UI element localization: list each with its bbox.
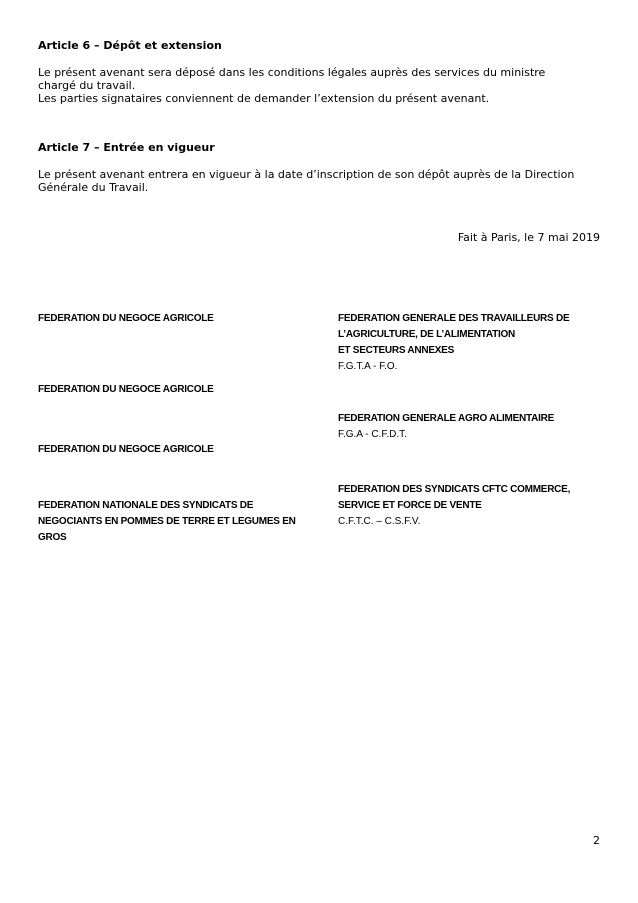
signatory-left-3: [38, 442, 214, 458]
signatory-name-line: FEDERATION DU NEGOCE AGRICOLE: [38, 384, 214, 395]
page-number: 2: [593, 834, 600, 847]
article-6-line-3: Les parties signataires conviennent de demander l’extension du présent avenant.: [38, 92, 490, 105]
signatory-name-line: ET SECTEURS ANNEXES: [338, 345, 455, 356]
article-7-title: Article 7 – Entrée en vigueur: [38, 141, 215, 154]
signatory-abbreviation: F.G.T.A - F.O.: [338, 361, 398, 372]
article-7-line-2: Générale du Travail.: [38, 181, 149, 194]
signatory-name-line: FEDERATION DU NEGOCE AGRICOLE: [38, 313, 214, 324]
signatory-right-2: [338, 411, 554, 443]
signatory-left-4: [38, 498, 296, 546]
signatory-name-line: FEDERATION GENERALE AGRO ALIMENTAIRE: [338, 413, 554, 424]
signatory-left-2: [38, 382, 214, 398]
signatory-name-line: FEDERATION DU NEGOCE AGRICOLE: [38, 444, 214, 455]
signatory-left-1: [38, 311, 214, 327]
signatory-abbreviation: F.G.A - C.F.D.T.: [338, 429, 407, 440]
article-6-line-1: Le présent avenant sera déposé dans les conditions légales auprès des services du ministre: [38, 66, 546, 79]
signatory-name-line: L’AGRICULTURE, DE L’ALIMENTATION: [338, 329, 515, 340]
signatory-right-1: [338, 311, 569, 375]
signatory-name-line: FEDERATION NATIONALE DES SYNDICATS DE: [38, 500, 254, 511]
article-6-line-2: chargé du travail.: [38, 79, 136, 92]
article-6-title: Article 6 – Dépôt et extension: [38, 39, 222, 52]
article-7-line-1: Le présent avenant entrera en vigueur à la date d’inscription de son dépôt auprès de la Direction: [38, 168, 575, 181]
signatory-name-line: SERVICE ET FORCE DE VENTE: [338, 500, 482, 511]
signatory-name-line: FEDERATION DES SYNDICATS CFTC COMMERCE,: [338, 484, 571, 495]
signatory-abbreviation: C.F.T.C. – C.S.F.V.: [338, 516, 421, 527]
signatory-name-line: FEDERATION GENERALE DES TRAVAILLEURS DE: [338, 313, 570, 324]
place-and-date: Fait à Paris, le 7 mai 2019: [457, 231, 600, 244]
signatory-right-3: [338, 482, 570, 530]
signatory-name-line: NEGOCIANTS EN POMMES DE TERRE ET LEGUMES EN: [38, 516, 296, 527]
signatory-name-line: GROS: [38, 532, 67, 543]
